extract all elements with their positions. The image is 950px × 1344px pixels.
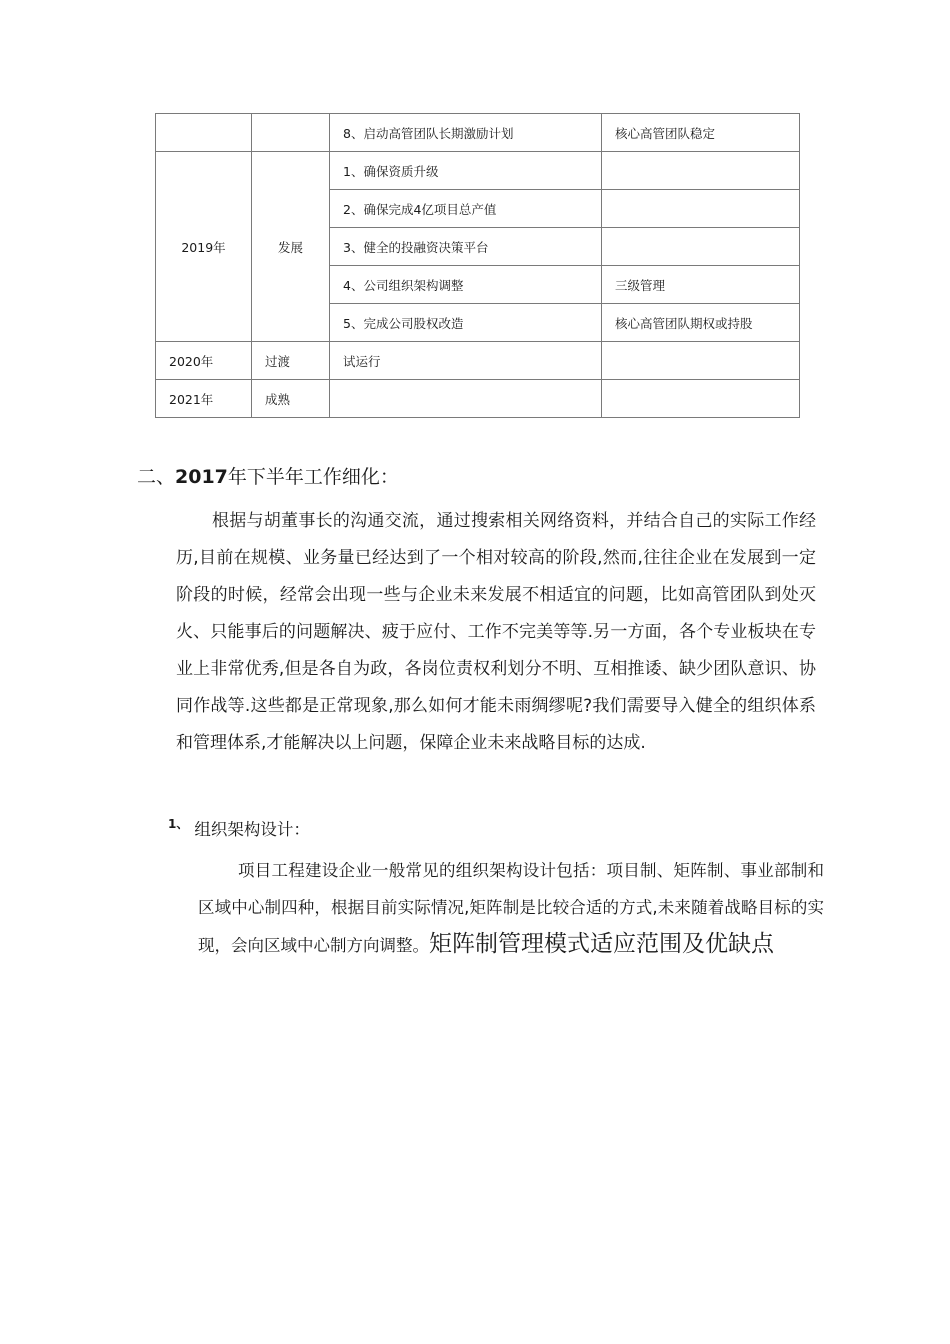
stage-cell: 成熟 bbox=[252, 380, 330, 418]
section-prefix: 二、 bbox=[137, 466, 176, 488]
subsection-number: 1、 bbox=[168, 817, 189, 831]
section-heading bbox=[137, 462, 399, 489]
note-cell bbox=[602, 190, 800, 228]
stage-cell bbox=[252, 114, 330, 152]
task-cell: 3、健全的投融资决策平台 bbox=[330, 228, 602, 266]
table-row bbox=[156, 380, 800, 418]
task-cell: 2、确保完成4亿项目总产值 bbox=[330, 190, 602, 228]
note-cell bbox=[602, 380, 800, 418]
task-cell: 8、启动高管团队长期激励计划 bbox=[330, 114, 602, 152]
task-cell: 4、公司组织架构调整 bbox=[330, 266, 602, 304]
section-paragraph: 根据与胡董事长的沟通交流，通过搜索相关网络资料，并结合自己的实际工作经历,目前在规模、业务量已经达到了一个相对较高的阶段,然而,往往企业在发展到一定阶段的时候，经常会出现一些与企业未来发展不相适宜的问题，比如高管团队到处灭火、只能事后的问题解决、疲于应付、工作不完美等等.另一方面，各个专业板块在专业上非常优秀,但是各自为政，各岗位责权利划分不明、互相推诿、缺少团队意识、协同作战等.这些都是正常现象,那么如何才能未雨绸缪呢?我们需要导入健全的组织体系和管理体系,才能解决以上问题，保障企业未来战略目标的达成. bbox=[176, 511, 816, 753]
note-cell: 三级管理 bbox=[602, 266, 800, 304]
year-cell: 2020年 bbox=[156, 342, 252, 380]
section-title: 年下半年工作细化： bbox=[227, 466, 399, 488]
task-cell bbox=[330, 380, 602, 418]
subsection-paragraph bbox=[198, 852, 824, 964]
subsection-title: 组织架构设计： bbox=[194, 820, 310, 839]
table-row bbox=[156, 342, 800, 380]
subsection-trailing-heading: 矩阵制管理模式适应范围及优缺点 bbox=[429, 931, 774, 957]
stage-cell: 发展 bbox=[252, 152, 330, 342]
year-cell bbox=[156, 114, 252, 152]
subsection-heading bbox=[168, 815, 310, 840]
year-cell: 2021年 bbox=[156, 380, 252, 418]
stage-cell: 过渡 bbox=[252, 342, 330, 380]
year-cell: 2019年 bbox=[156, 152, 252, 342]
table-row bbox=[156, 114, 800, 152]
note-cell bbox=[602, 228, 800, 266]
section-year: 2017 bbox=[175, 466, 228, 488]
task-cell: 试运行 bbox=[330, 342, 602, 380]
task-cell: 5、完成公司股权改造 bbox=[330, 304, 602, 342]
note-cell bbox=[602, 342, 800, 380]
development-plan-table bbox=[155, 113, 800, 418]
task-cell: 1、确保资质升级 bbox=[330, 152, 602, 190]
note-cell bbox=[602, 152, 800, 190]
note-cell: 核心高管团队稳定 bbox=[602, 114, 800, 152]
subsection-body: 项目工程建设企业一般常见的组织架构设计包括：项目制、矩阵制、事业部制和区域中心制四种，根据目前实际情况,矩阵制是比较合适的方式,未来随着战略目标的实现，会向区域中心制方向调整。 bbox=[198, 861, 824, 955]
note-cell: 核心高管团队期权或持股 bbox=[602, 304, 800, 342]
table-row bbox=[156, 152, 800, 190]
